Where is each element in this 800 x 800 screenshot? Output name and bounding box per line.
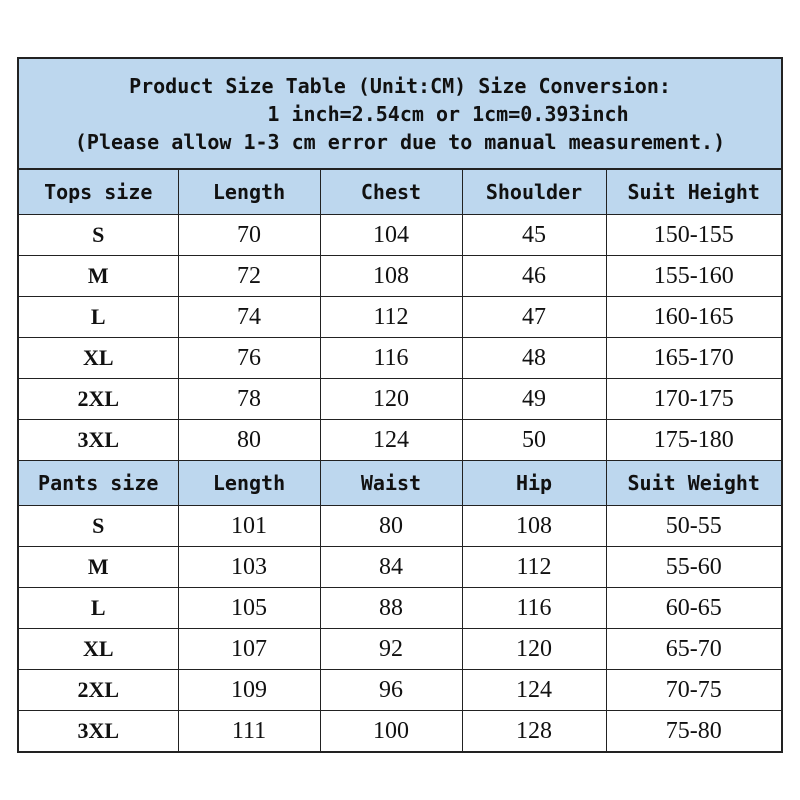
size-label: S: [19, 215, 178, 256]
table-cell: 108: [320, 256, 462, 297]
size-label: M: [19, 256, 178, 297]
size-label: XL: [19, 629, 178, 670]
table-cell: 105: [178, 588, 320, 629]
table-cell: 47: [462, 297, 606, 338]
pants-column-header: Pants size: [19, 461, 178, 506]
tops-column-header: Tops size: [19, 170, 178, 215]
table-cell: 111: [178, 711, 320, 752]
table-cell: 108: [462, 506, 606, 547]
header-title: Product Size Table (Unit:CM) Size Conversion:: [129, 73, 671, 98]
pants-column-header: Waist: [320, 461, 462, 506]
table-cell: 76: [178, 338, 320, 379]
table-row: [19, 629, 781, 670]
table-cell: 55-60: [606, 547, 781, 588]
table-cell: 50-55: [606, 506, 781, 547]
table-cell: 80: [178, 420, 320, 461]
size-label: 2XL: [19, 379, 178, 420]
size-chart: [17, 57, 783, 753]
table-row: [19, 215, 781, 256]
table-cell: 80: [320, 506, 462, 547]
pants-column-header: Length: [178, 461, 320, 506]
table-cell: 88: [320, 588, 462, 629]
table-cell: 78: [178, 379, 320, 420]
header-note: (Please allow 1-3 cm error due to manual measurement.): [74, 129, 726, 154]
table-cell: 48: [462, 338, 606, 379]
table-cell: 165-170: [606, 338, 781, 379]
tops-header-row: [19, 170, 781, 215]
pants-column-header: Hip: [462, 461, 606, 506]
table-row: [19, 379, 781, 420]
table-cell: 100: [320, 711, 462, 752]
table-cell: 101: [178, 506, 320, 547]
table-cell: 92: [320, 629, 462, 670]
size-label: S: [19, 506, 178, 547]
table-row: [19, 670, 781, 711]
table-cell: 72: [178, 256, 320, 297]
table-cell: 84: [320, 547, 462, 588]
table-cell: 74: [178, 297, 320, 338]
table-row: [19, 420, 781, 461]
table-cell: 124: [462, 670, 606, 711]
table-row: [19, 338, 781, 379]
table-cell: 65-70: [606, 629, 781, 670]
table-cell: 116: [320, 338, 462, 379]
size-table: [19, 170, 781, 751]
table-row: [19, 506, 781, 547]
table-cell: 75-80: [606, 711, 781, 752]
size-label: XL: [19, 338, 178, 379]
table-cell: 70-75: [606, 670, 781, 711]
table-cell: 116: [462, 588, 606, 629]
table-cell: 70: [178, 215, 320, 256]
table-cell: 175-180: [606, 420, 781, 461]
table-row: [19, 256, 781, 297]
size-label: 3XL: [19, 711, 178, 752]
table-cell: 104: [320, 215, 462, 256]
chart-header: [19, 59, 781, 170]
table-cell: 50: [462, 420, 606, 461]
header-conversion: 1 inch=2.54cm or 1cm=0.393inch: [267, 101, 629, 126]
size-label: L: [19, 588, 178, 629]
table-cell: 103: [178, 547, 320, 588]
tops-column-header: Shoulder: [462, 170, 606, 215]
table-cell: 49: [462, 379, 606, 420]
size-label: L: [19, 297, 178, 338]
tops-column-header: Length: [178, 170, 320, 215]
table-cell: 46: [462, 256, 606, 297]
table-cell: 109: [178, 670, 320, 711]
table-cell: 170-175: [606, 379, 781, 420]
tops-column-header: Chest: [320, 170, 462, 215]
size-label: 3XL: [19, 420, 178, 461]
table-cell: 96: [320, 670, 462, 711]
table-cell: 124: [320, 420, 462, 461]
table-cell: 120: [320, 379, 462, 420]
table-cell: 128: [462, 711, 606, 752]
pants-column-header: Suit Weight: [606, 461, 781, 506]
size-label: M: [19, 547, 178, 588]
table-cell: 112: [320, 297, 462, 338]
table-row: [19, 547, 781, 588]
table-cell: 160-165: [606, 297, 781, 338]
pants-header-row: [19, 461, 781, 506]
table-row: [19, 297, 781, 338]
table-cell: 107: [178, 629, 320, 670]
size-label: 2XL: [19, 670, 178, 711]
table-cell: 60-65: [606, 588, 781, 629]
table-row: [19, 711, 781, 752]
table-cell: 155-160: [606, 256, 781, 297]
table-row: [19, 588, 781, 629]
table-cell: 120: [462, 629, 606, 670]
table-cell: 112: [462, 547, 606, 588]
tops-column-header: Suit Height: [606, 170, 781, 215]
table-cell: 45: [462, 215, 606, 256]
table-cell: 150-155: [606, 215, 781, 256]
